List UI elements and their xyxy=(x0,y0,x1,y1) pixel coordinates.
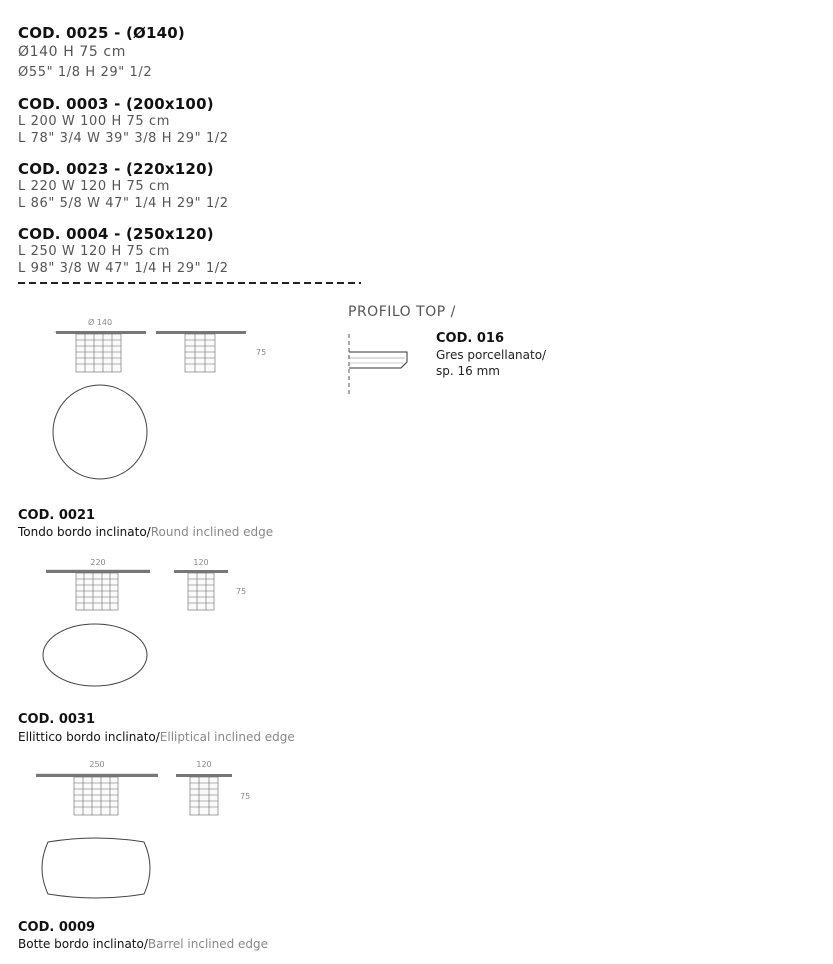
elliptical-base-front xyxy=(76,573,118,610)
spec-title-0003: COD. 0003 - (200x100) xyxy=(18,95,214,113)
round-table-desc: Tondo bordo inclinato/Round inclined edge xyxy=(18,525,274,539)
elliptical-table-desc: Ellittico bordo inclinato/Elliptical inclined edge xyxy=(18,730,295,744)
barrel-table-drawing xyxy=(30,758,270,903)
barrel-table-desc: Botte bordo inclinato/Barrel inclined edge xyxy=(18,937,269,951)
barrel-base-side xyxy=(190,777,218,815)
spec-dim-in-0003: L 78" 3/4 W 39" 3/8 H 29" 1/2 xyxy=(18,131,229,146)
elliptical-top-dim: 220 xyxy=(90,558,106,567)
spec-dim-in-0025: Ø55" 1/8 H 29" 1/2 xyxy=(18,65,153,80)
round-table-code: COD. 0021 xyxy=(18,508,96,523)
barrel-base-front xyxy=(74,777,118,815)
round-top-dim: Ø 140 xyxy=(87,318,113,327)
elliptical-table-code: COD. 0031 xyxy=(18,712,96,727)
profile-thickness: sp. 16 mm xyxy=(436,364,500,378)
spec-dim-cm-0025: Ø140 H 75 cm xyxy=(18,44,126,60)
round-base-side xyxy=(185,334,215,372)
elliptical-height-dim: 75 xyxy=(236,587,247,596)
elliptical-table-drawing xyxy=(36,556,266,691)
profile-section-drawing xyxy=(345,332,415,396)
elliptical-base-side xyxy=(188,573,214,610)
spec-dim-in-0004: L 98" 3/8 W 47" 1/4 H 29" 1/2 xyxy=(18,261,229,276)
barrel-side-dim: 120 xyxy=(196,760,212,769)
spec-dim-in-0023: L 86" 5/8 W 47" 1/4 H 29" 1/2 xyxy=(18,196,229,211)
spec-title-0004: COD. 0004 - (250x120) xyxy=(18,225,214,243)
spec-title-0023: COD. 0023 - (220x120) xyxy=(18,160,214,178)
spec-dim-cm-0004: L 250 W 120 H 75 cm xyxy=(18,244,171,259)
round-base-front xyxy=(76,334,121,372)
profile-heading: PROFILO TOP / xyxy=(348,304,456,320)
barrel-height-dim: 75 xyxy=(240,792,251,801)
profile-code: COD. 016 xyxy=(436,331,504,346)
spec-title-0025: COD. 0025 - (Ø140) xyxy=(18,24,185,42)
round-height-dim: 75 xyxy=(256,348,267,357)
barrel-top-dim: 250 xyxy=(89,760,105,769)
profile-material: Gres porcellanato/ xyxy=(436,348,547,362)
round-table-drawing xyxy=(44,314,274,484)
barrel-table-code: COD. 0009 xyxy=(18,920,96,935)
dashed-separator xyxy=(18,280,363,286)
spec-dim-cm-0003: L 200 W 100 H 75 cm xyxy=(18,114,171,129)
spec-dim-cm-0023: L 220 W 120 H 75 cm xyxy=(18,179,171,194)
elliptical-side-dim: 120 xyxy=(193,558,209,567)
